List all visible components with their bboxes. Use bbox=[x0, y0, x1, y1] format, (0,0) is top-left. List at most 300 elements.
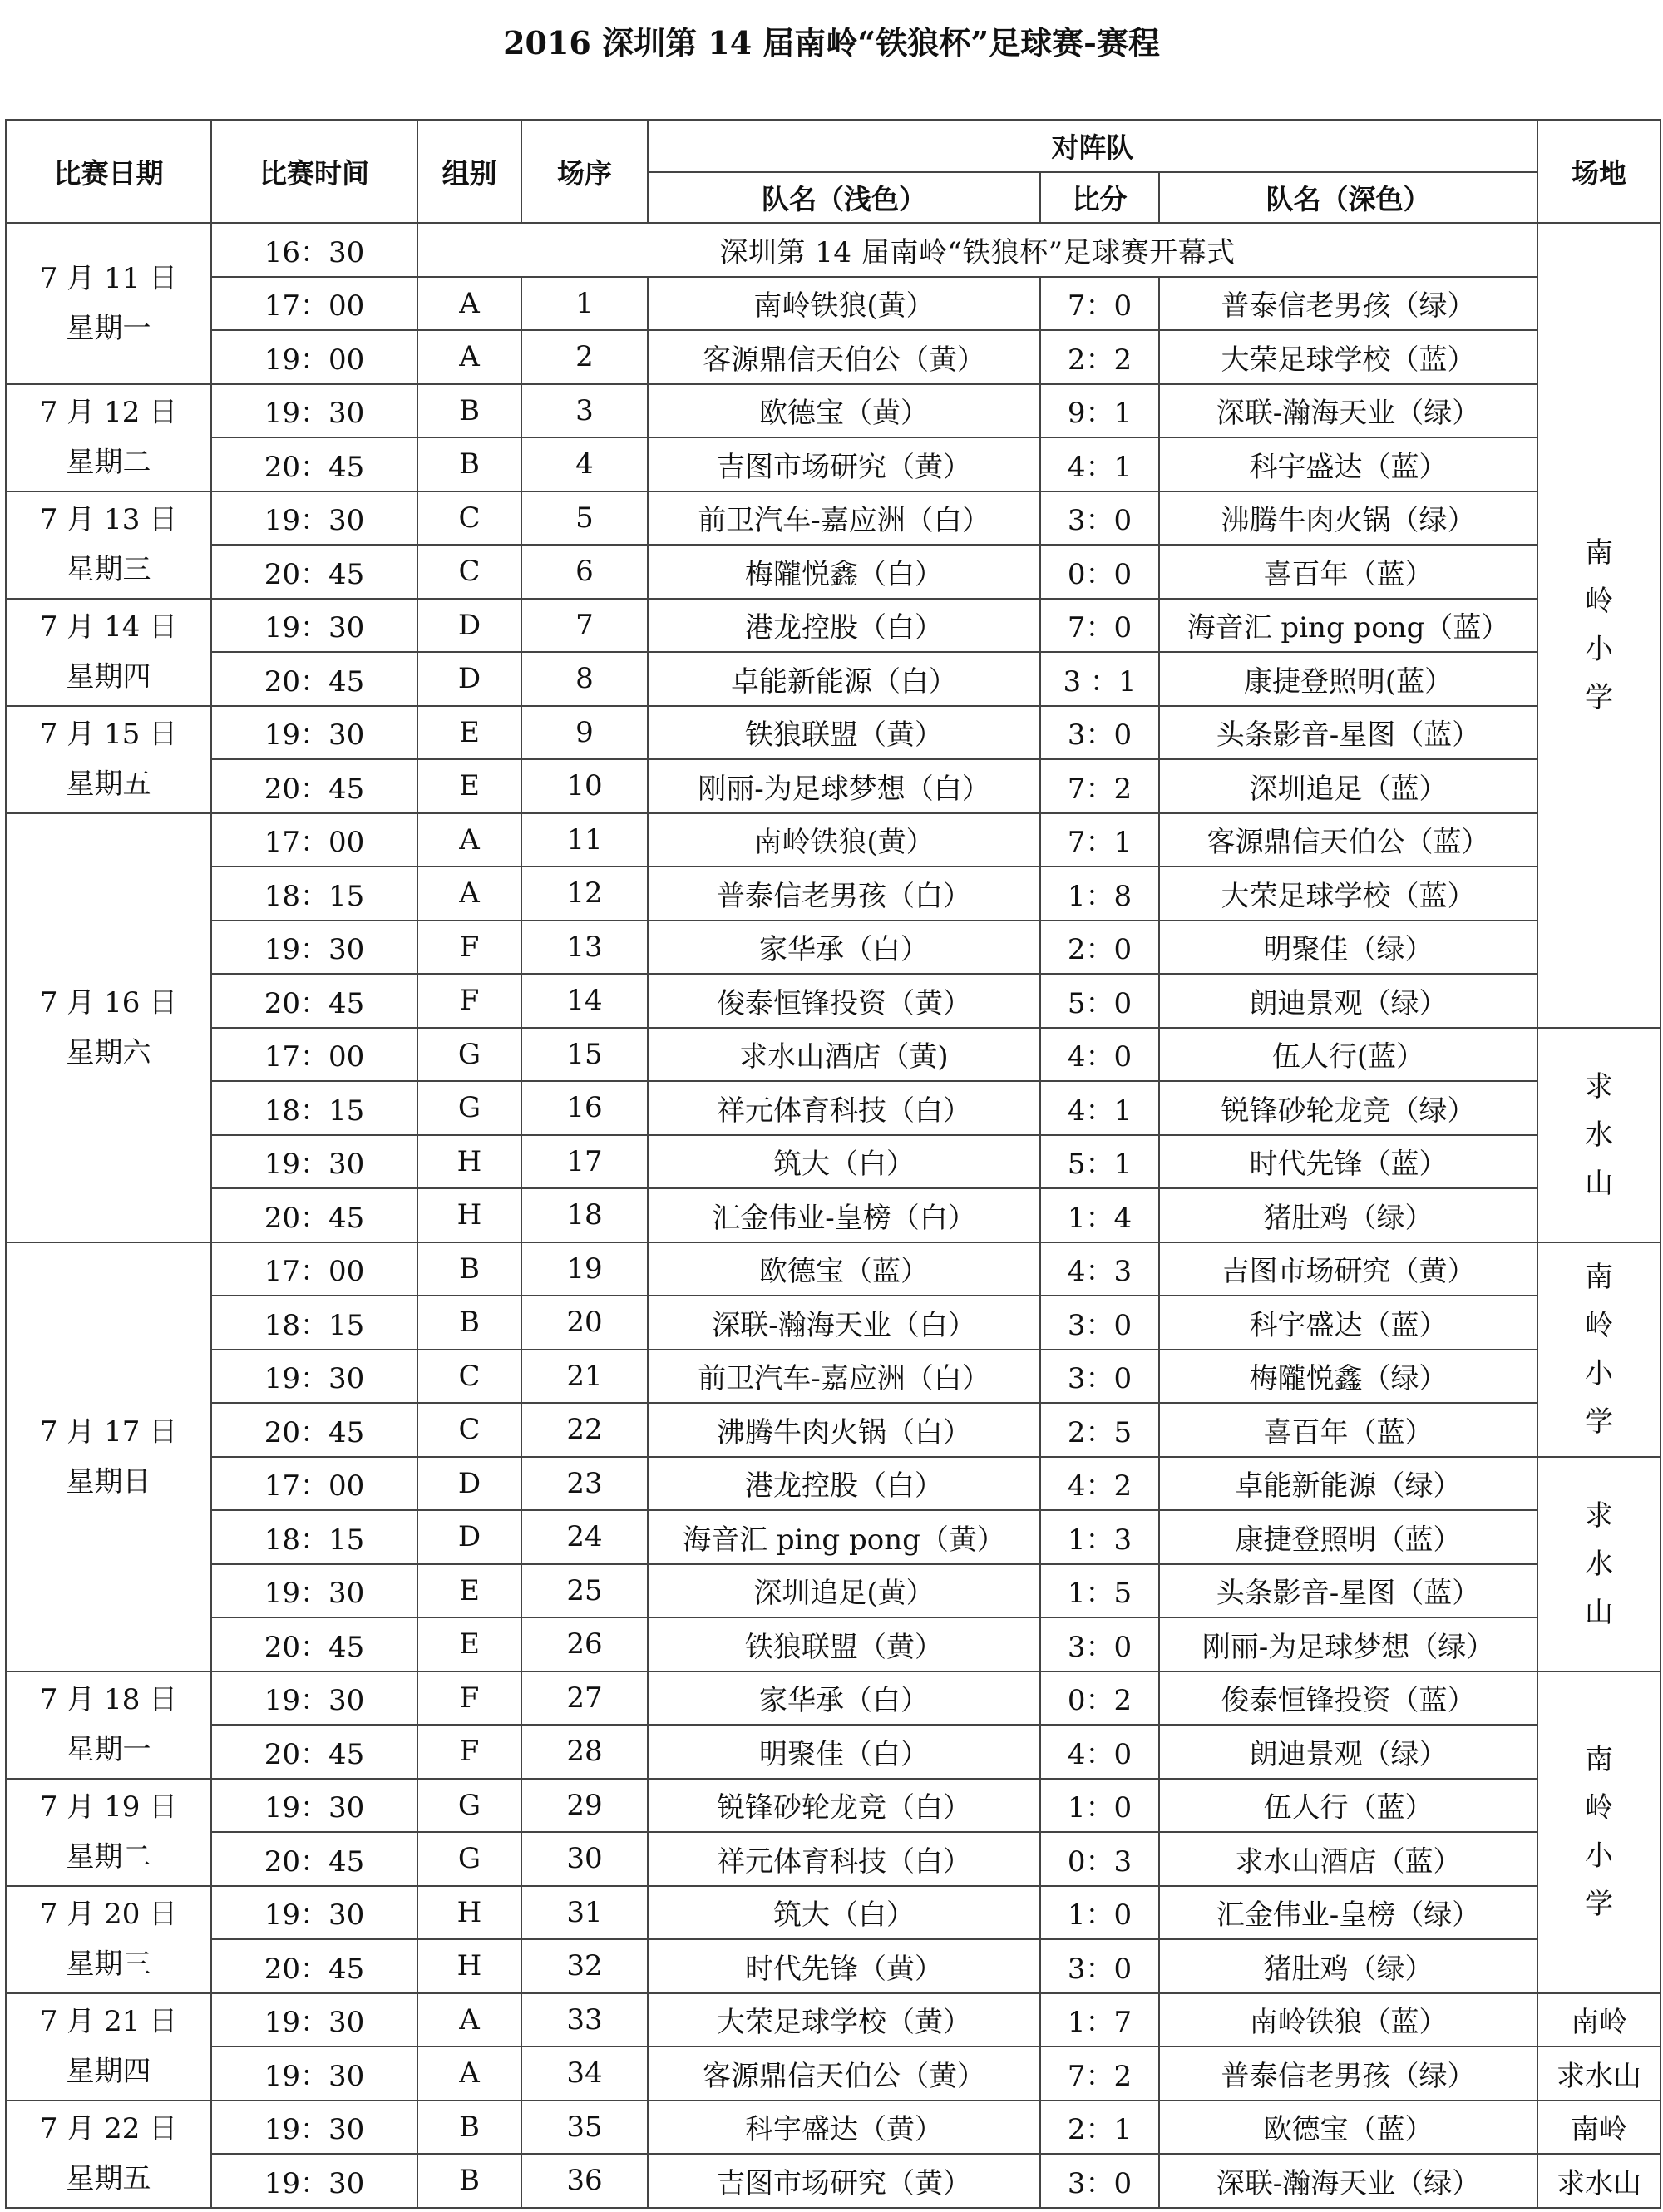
team-light: 南岭铁狼(黄） bbox=[648, 277, 1040, 331]
match-seq: 21 bbox=[521, 1350, 648, 1404]
date-cell bbox=[6, 491, 211, 599]
venue-char: 山 bbox=[1585, 1166, 1614, 1200]
date-text: 7 月 20 日 bbox=[39, 1898, 178, 1931]
match-seq: 16 bbox=[521, 1081, 648, 1135]
team-dark: 刚丽-为足球梦想（绿） bbox=[1159, 1617, 1537, 1671]
venue-char: 南 bbox=[1585, 1743, 1614, 1776]
team-light: 铁狼联盟（黄） bbox=[648, 706, 1040, 760]
team-dark: 梅隴悦鑫（绿） bbox=[1159, 1350, 1537, 1404]
table-row bbox=[6, 1350, 1661, 1404]
venue-char: 求 bbox=[1585, 1499, 1614, 1533]
match-seq: 11 bbox=[521, 813, 648, 867]
table-row bbox=[6, 2154, 1661, 2208]
team-dark: 深联-瀚海天业（绿） bbox=[1159, 2154, 1537, 2208]
match-seq: 2 bbox=[521, 330, 648, 384]
match-seq: 14 bbox=[521, 974, 648, 1028]
team-light: 港龙控股（白） bbox=[648, 599, 1040, 653]
match-group: E bbox=[417, 759, 521, 813]
team-light: 锐锋砂轮龙竞（白） bbox=[648, 1779, 1040, 1833]
match-time: 19：30 bbox=[211, 1993, 417, 2047]
team-light: 汇金伟业-皇榜（白） bbox=[648, 1188, 1040, 1242]
opening-time: 16：30 bbox=[211, 223, 417, 277]
team-light: 普泰信老男孩（白） bbox=[648, 867, 1040, 921]
match-time: 19：30 bbox=[211, 2101, 417, 2155]
weekday-text: 星期三 bbox=[66, 1948, 151, 1981]
match-time: 17：00 bbox=[211, 1242, 417, 1296]
match-seq: 15 bbox=[521, 1028, 648, 1082]
match-group: E bbox=[417, 1617, 521, 1671]
team-dark: 头条影音-星图（蓝） bbox=[1159, 706, 1537, 760]
match-time: 20：45 bbox=[211, 1188, 417, 1242]
match-group: G bbox=[417, 1081, 521, 1135]
team-light: 家华承（白） bbox=[648, 1671, 1040, 1726]
match-group: F bbox=[417, 1725, 521, 1779]
date-cell bbox=[6, 2101, 211, 2208]
match-group: A bbox=[417, 867, 521, 921]
match-time: 19：30 bbox=[211, 384, 417, 438]
team-dark: 猪肚鸡（绿） bbox=[1159, 1188, 1537, 1242]
page-title: 2016 深圳第 14 届南岭“铁狼杯”足球赛-赛程 bbox=[503, 24, 1160, 62]
venue-cell bbox=[1537, 223, 1661, 1028]
table-row bbox=[6, 1617, 1661, 1671]
header-time: 比赛时间 bbox=[211, 120, 417, 223]
team-light: 梅隴悦鑫（白） bbox=[648, 545, 1040, 599]
header-team-dark: 队名（深色） bbox=[1159, 172, 1537, 223]
match-score: 3：0 bbox=[1040, 1350, 1159, 1404]
match-seq: 29 bbox=[521, 1779, 648, 1833]
team-dark: 时代先锋（蓝） bbox=[1159, 1135, 1537, 1189]
table-row bbox=[6, 277, 1661, 331]
table-row bbox=[6, 1457, 1661, 1511]
match-group: C bbox=[417, 545, 521, 599]
match-seq: 34 bbox=[521, 2047, 648, 2101]
team-light: 海音汇 ping pong（黄） bbox=[648, 1510, 1040, 1564]
match-time: 19：30 bbox=[211, 706, 417, 760]
table-row bbox=[6, 974, 1661, 1028]
match-group: B bbox=[417, 2154, 521, 2208]
match-score: 7：2 bbox=[1040, 2047, 1159, 2101]
match-seq: 36 bbox=[521, 2154, 648, 2208]
date-cell bbox=[6, 384, 211, 491]
team-dark: 欧德宝（蓝） bbox=[1159, 2101, 1537, 2155]
date-text: 7 月 11 日 bbox=[39, 261, 178, 295]
match-time: 17：00 bbox=[211, 1457, 417, 1511]
match-time: 20：45 bbox=[211, 1832, 417, 1886]
opening-row bbox=[6, 223, 1661, 277]
opening-ceremony: 深圳第 14 届南岭“铁狼杯”足球赛开幕式 bbox=[417, 223, 1537, 277]
match-group: B bbox=[417, 1242, 521, 1296]
table-row bbox=[6, 1296, 1661, 1350]
venue-cell bbox=[1537, 1028, 1661, 1242]
venue-char: 南 bbox=[1585, 536, 1614, 570]
match-time: 20：45 bbox=[211, 652, 417, 706]
match-seq: 3 bbox=[521, 384, 648, 438]
match-group: D bbox=[417, 599, 521, 653]
match-time: 18：15 bbox=[211, 867, 417, 921]
table-row bbox=[6, 652, 1661, 706]
table-row bbox=[6, 1510, 1661, 1564]
venue-char: 岭 bbox=[1585, 1308, 1614, 1342]
table-row bbox=[6, 1081, 1661, 1135]
match-score: 7：0 bbox=[1040, 277, 1159, 331]
team-dark: 大荣足球学校（蓝） bbox=[1159, 867, 1537, 921]
table-row bbox=[6, 1564, 1661, 1618]
match-score: 5：0 bbox=[1040, 974, 1159, 1028]
match-group: B bbox=[417, 384, 521, 438]
team-light: 筑大（白） bbox=[648, 1135, 1040, 1189]
team-light: 家华承（白） bbox=[648, 921, 1040, 975]
match-group: B bbox=[417, 437, 521, 491]
team-dark: 汇金伟业-皇榜（绿） bbox=[1159, 1886, 1537, 1940]
team-dark: 喜百年（蓝） bbox=[1159, 1403, 1537, 1457]
team-light: 祥元体育科技（白） bbox=[648, 1081, 1040, 1135]
match-seq: 8 bbox=[521, 652, 648, 706]
date-text: 7 月 17 日 bbox=[39, 1415, 178, 1449]
match-time: 20：45 bbox=[211, 759, 417, 813]
match-group: A bbox=[417, 1993, 521, 2047]
team-dark: 大荣足球学校（蓝） bbox=[1159, 330, 1537, 384]
date-text: 7 月 14 日 bbox=[39, 610, 178, 644]
match-time: 19：30 bbox=[211, 599, 417, 653]
table-row bbox=[6, 1993, 1661, 2047]
date-cell bbox=[6, 599, 211, 706]
weekday-text: 星期五 bbox=[66, 768, 151, 801]
match-score: 1：0 bbox=[1040, 1886, 1159, 1940]
match-score: 0：2 bbox=[1040, 1671, 1159, 1726]
date-text: 7 月 12 日 bbox=[39, 396, 178, 429]
match-seq: 23 bbox=[521, 1457, 648, 1511]
date-text: 7 月 16 日 bbox=[39, 985, 178, 1020]
weekday-text: 星期四 bbox=[66, 2055, 151, 2088]
table-row bbox=[6, 437, 1661, 491]
date-cell bbox=[6, 223, 211, 384]
venue-char: 求 bbox=[1585, 1069, 1614, 1104]
match-time: 17：00 bbox=[211, 813, 417, 867]
table-row bbox=[6, 2101, 1661, 2155]
match-time: 20：45 bbox=[211, 974, 417, 1028]
match-group: F bbox=[417, 1671, 521, 1726]
match-time: 20：45 bbox=[211, 545, 417, 599]
match-time: 19：30 bbox=[211, 1671, 417, 1726]
table-row bbox=[6, 1671, 1661, 1726]
match-seq: 33 bbox=[521, 1993, 648, 2047]
match-group: A bbox=[417, 330, 521, 384]
match-group: D bbox=[417, 1510, 521, 1564]
venue-char: 岭 bbox=[1585, 584, 1614, 618]
weekday-text: 星期二 bbox=[66, 446, 151, 479]
match-score: 3：0 bbox=[1040, 1617, 1159, 1671]
schedule-body bbox=[6, 223, 1661, 2208]
match-group: B bbox=[417, 2101, 521, 2155]
table-row bbox=[6, 599, 1661, 653]
venue-cell bbox=[1537, 1457, 1661, 1671]
match-score: 2：2 bbox=[1040, 330, 1159, 384]
match-group: H bbox=[417, 1135, 521, 1189]
table-row bbox=[6, 545, 1661, 599]
team-light: 求水山酒店（黄) bbox=[648, 1028, 1040, 1082]
match-time: 19：30 bbox=[211, 1564, 417, 1618]
weekday-text: 星期三 bbox=[66, 553, 151, 586]
match-group: E bbox=[417, 706, 521, 760]
match-score: 1：5 bbox=[1040, 1564, 1159, 1618]
match-score: 3：0 bbox=[1040, 1939, 1159, 1993]
table-row bbox=[6, 1832, 1661, 1886]
table-row bbox=[6, 1939, 1661, 1993]
team-dark: 求水山酒店（蓝） bbox=[1159, 1832, 1537, 1886]
table-row bbox=[6, 813, 1661, 867]
match-time: 19：30 bbox=[211, 1886, 417, 1940]
header-seq: 场序 bbox=[521, 120, 648, 223]
match-group: C bbox=[417, 1403, 521, 1457]
match-time: 19：00 bbox=[211, 330, 417, 384]
match-time: 20：45 bbox=[211, 1939, 417, 1993]
team-dark: 朗迪景观（绿） bbox=[1159, 1725, 1537, 1779]
team-dark: 普泰信老男孩（绿） bbox=[1159, 2047, 1537, 2101]
team-light: 客源鼎信天伯公（黄） bbox=[648, 2047, 1040, 2101]
match-time: 20：45 bbox=[211, 1403, 417, 1457]
venue-char: 小 bbox=[1585, 1839, 1614, 1873]
match-group: G bbox=[417, 1832, 521, 1886]
team-dark: 科宇盛达（蓝） bbox=[1159, 437, 1537, 491]
venue-char: 山 bbox=[1585, 1595, 1614, 1629]
team-dark: 俊泰恒锋投资（蓝） bbox=[1159, 1671, 1537, 1726]
table-row bbox=[6, 706, 1661, 760]
team-light: 科宇盛达（黄） bbox=[648, 2101, 1040, 2155]
match-seq: 13 bbox=[521, 921, 648, 975]
match-group: H bbox=[417, 1886, 521, 1940]
table-row bbox=[6, 491, 1661, 546]
team-light: 前卫汽车-嘉应洲（白） bbox=[648, 1350, 1040, 1404]
match-seq: 28 bbox=[521, 1725, 648, 1779]
match-seq: 7 bbox=[521, 599, 648, 653]
match-score: 4：3 bbox=[1040, 1242, 1159, 1296]
venue-char: 学 bbox=[1585, 1888, 1614, 1921]
venue-char: 水 bbox=[1585, 1118, 1614, 1152]
weekday-text: 星期五 bbox=[66, 2162, 151, 2195]
team-light: 欧德宝（黄） bbox=[648, 384, 1040, 438]
weekday-text: 星期一 bbox=[66, 311, 151, 345]
match-time: 19：30 bbox=[211, 491, 417, 546]
match-score: 2：0 bbox=[1040, 921, 1159, 975]
match-group: F bbox=[417, 921, 521, 975]
header-team-light: 队名（浅色） bbox=[648, 172, 1040, 223]
team-light: 客源鼎信天伯公（黄） bbox=[648, 330, 1040, 384]
team-light: 深圳追足(黄） bbox=[648, 1564, 1040, 1618]
match-seq: 30 bbox=[521, 1832, 648, 1886]
team-light: 港龙控股（白） bbox=[648, 1457, 1040, 1511]
table-row bbox=[6, 1725, 1661, 1779]
venue-char: 水 bbox=[1585, 1547, 1614, 1581]
team-light: 筑大（白） bbox=[648, 1886, 1040, 1940]
match-group: B bbox=[417, 1296, 521, 1350]
team-dark: 伍人行（蓝） bbox=[1159, 1779, 1537, 1833]
team-dark: 客源鼎信天伯公（蓝） bbox=[1159, 813, 1537, 867]
date-cell bbox=[6, 1993, 211, 2101]
match-group: G bbox=[417, 1779, 521, 1833]
date-text: 7 月 22 日 bbox=[39, 2112, 178, 2145]
date-text: 7 月 21 日 bbox=[39, 2005, 178, 2038]
match-group: A bbox=[417, 277, 521, 331]
match-time: 19：30 bbox=[211, 1350, 417, 1404]
match-time: 19：30 bbox=[211, 2047, 417, 2101]
match-time: 19：30 bbox=[211, 1779, 417, 1833]
table-row bbox=[6, 921, 1661, 975]
match-score: 4：0 bbox=[1040, 1028, 1159, 1082]
match-score: 1：3 bbox=[1040, 1510, 1159, 1564]
weekday-text: 星期六 bbox=[66, 1035, 151, 1069]
match-seq: 5 bbox=[521, 491, 648, 546]
weekday-text: 星期四 bbox=[66, 660, 151, 694]
match-time: 20：45 bbox=[211, 437, 417, 491]
team-dark: 头条影音-星图（蓝） bbox=[1159, 1564, 1537, 1618]
team-dark: 伍人行(蓝） bbox=[1159, 1028, 1537, 1082]
match-seq: 12 bbox=[521, 867, 648, 921]
match-score: 4：1 bbox=[1040, 1081, 1159, 1135]
date-cell bbox=[6, 1886, 211, 1993]
match-group: C bbox=[417, 491, 521, 546]
match-score: 3 ：1 bbox=[1040, 652, 1159, 706]
match-time: 17：00 bbox=[211, 1028, 417, 1082]
venue-char: 学 bbox=[1585, 680, 1614, 714]
team-dark: 南岭铁狼（蓝） bbox=[1159, 1993, 1537, 2047]
team-dark: 普泰信老男孩（绿） bbox=[1159, 277, 1537, 331]
date-cell bbox=[6, 1779, 211, 1886]
match-time: 19：30 bbox=[211, 921, 417, 975]
team-light: 前卫汽车-嘉应洲（白） bbox=[648, 491, 1040, 546]
match-score: 7：2 bbox=[1040, 759, 1159, 813]
team-light: 卓能新能源（白） bbox=[648, 652, 1040, 706]
match-seq: 22 bbox=[521, 1403, 648, 1457]
match-group: F bbox=[417, 974, 521, 1028]
match-score: 2：5 bbox=[1040, 1403, 1159, 1457]
date-cell bbox=[6, 1242, 211, 1671]
team-dark: 海音汇 ping pong（蓝） bbox=[1159, 599, 1537, 653]
weekday-text: 星期一 bbox=[66, 1733, 151, 1766]
match-score: 4：1 bbox=[1040, 437, 1159, 491]
venue-char: 南 bbox=[1585, 1260, 1614, 1294]
match-seq: 10 bbox=[521, 759, 648, 813]
match-time: 20：45 bbox=[211, 1725, 417, 1779]
date-cell bbox=[6, 706, 211, 813]
team-dark: 沸腾牛肉火锅（绿） bbox=[1159, 491, 1537, 546]
match-seq: 27 bbox=[521, 1671, 648, 1726]
match-seq: 20 bbox=[521, 1296, 648, 1350]
match-group: E bbox=[417, 1564, 521, 1618]
team-dark: 吉图市场研究（黄） bbox=[1159, 1242, 1537, 1296]
match-score: 0：0 bbox=[1040, 545, 1159, 599]
venue-char: 学 bbox=[1585, 1405, 1614, 1439]
team-light: 吉图市场研究（黄） bbox=[648, 437, 1040, 491]
match-group: A bbox=[417, 2047, 521, 2101]
header-group: 组别 bbox=[417, 120, 521, 223]
match-score: 4：0 bbox=[1040, 1725, 1159, 1779]
match-seq: 32 bbox=[521, 1939, 648, 1993]
match-seq: 9 bbox=[521, 706, 648, 760]
team-light: 时代先锋（黄） bbox=[648, 1939, 1040, 1993]
team-light: 沸腾牛肉火锅（白） bbox=[648, 1403, 1040, 1457]
match-score: 3：0 bbox=[1040, 706, 1159, 760]
match-seq: 18 bbox=[521, 1188, 648, 1242]
match-seq: 24 bbox=[521, 1510, 648, 1564]
match-time: 18：15 bbox=[211, 1510, 417, 1564]
team-dark: 科宇盛达（蓝） bbox=[1159, 1296, 1537, 1350]
table-row bbox=[6, 330, 1661, 384]
venue-char: 小 bbox=[1585, 632, 1614, 666]
schedule-table bbox=[5, 119, 1661, 2209]
match-group: C bbox=[417, 1350, 521, 1404]
match-score: 1：8 bbox=[1040, 867, 1159, 921]
table-row bbox=[6, 384, 1661, 438]
header-venue: 场地 bbox=[1537, 120, 1661, 223]
team-dark: 康捷登照明(蓝） bbox=[1159, 652, 1537, 706]
match-seq: 17 bbox=[521, 1135, 648, 1189]
venue-char: 岭 bbox=[1585, 1791, 1614, 1824]
match-group: D bbox=[417, 1457, 521, 1511]
team-light: 吉图市场研究（黄） bbox=[648, 2154, 1040, 2208]
team-light: 大荣足球学校（黄） bbox=[648, 1993, 1040, 2047]
team-dark: 深联-瀚海天业（绿） bbox=[1159, 384, 1537, 438]
match-score: 1：0 bbox=[1040, 1779, 1159, 1833]
date-text: 7 月 18 日 bbox=[39, 1683, 178, 1716]
team-dark: 深圳追足（蓝） bbox=[1159, 759, 1537, 813]
team-dark: 朗迪景观（绿） bbox=[1159, 974, 1537, 1028]
table-row bbox=[6, 1886, 1661, 1940]
match-seq: 31 bbox=[521, 1886, 648, 1940]
table-row bbox=[6, 1188, 1661, 1242]
match-group: D bbox=[417, 652, 521, 706]
team-light: 铁狼联盟（黄） bbox=[648, 1617, 1040, 1671]
match-score: 4：2 bbox=[1040, 1457, 1159, 1511]
match-group: H bbox=[417, 1188, 521, 1242]
match-score: 9：1 bbox=[1040, 384, 1159, 438]
match-seq: 35 bbox=[521, 2101, 648, 2155]
weekday-text: 星期二 bbox=[66, 1840, 151, 1874]
match-seq: 19 bbox=[521, 1242, 648, 1296]
weekday-text: 星期日 bbox=[66, 1464, 151, 1499]
table-row bbox=[6, 1779, 1661, 1833]
match-seq: 4 bbox=[521, 437, 648, 491]
match-seq: 1 bbox=[521, 277, 648, 331]
team-light: 深联-瀚海天业（白） bbox=[648, 1296, 1040, 1350]
table-row bbox=[6, 1242, 1661, 1296]
header-date: 比赛日期 bbox=[6, 120, 211, 223]
match-score: 5：1 bbox=[1040, 1135, 1159, 1189]
team-dark: 猪肚鸡（绿） bbox=[1159, 1939, 1537, 1993]
table-row bbox=[6, 1403, 1661, 1457]
date-text: 7 月 15 日 bbox=[39, 718, 178, 751]
date-text: 7 月 13 日 bbox=[39, 503, 178, 536]
match-score: 1：4 bbox=[1040, 1188, 1159, 1242]
venue-cell bbox=[1537, 1242, 1661, 1457]
match-score: 7：1 bbox=[1040, 813, 1159, 867]
venue-cell: 求水山 bbox=[1537, 2047, 1661, 2101]
team-dark: 康捷登照明（蓝） bbox=[1159, 1510, 1537, 1564]
match-seq: 25 bbox=[521, 1564, 648, 1618]
venue-cell: 求水山 bbox=[1537, 2154, 1661, 2208]
venue-cell: 南岭 bbox=[1537, 2101, 1661, 2155]
match-score: 3：0 bbox=[1040, 491, 1159, 546]
team-dark: 明聚佳（绿） bbox=[1159, 921, 1537, 975]
team-light: 刚丽-为足球梦想（白） bbox=[648, 759, 1040, 813]
team-light: 俊泰恒锋投资（黄） bbox=[648, 974, 1040, 1028]
date-cell bbox=[6, 813, 211, 1242]
table-row bbox=[6, 759, 1661, 813]
venue-cell bbox=[1537, 1671, 1661, 1993]
venue-cell: 南岭 bbox=[1537, 1993, 1661, 2047]
match-group: H bbox=[417, 1939, 521, 1993]
match-score: 0：3 bbox=[1040, 1832, 1159, 1886]
team-light: 祥元体育科技（白） bbox=[648, 1832, 1040, 1886]
